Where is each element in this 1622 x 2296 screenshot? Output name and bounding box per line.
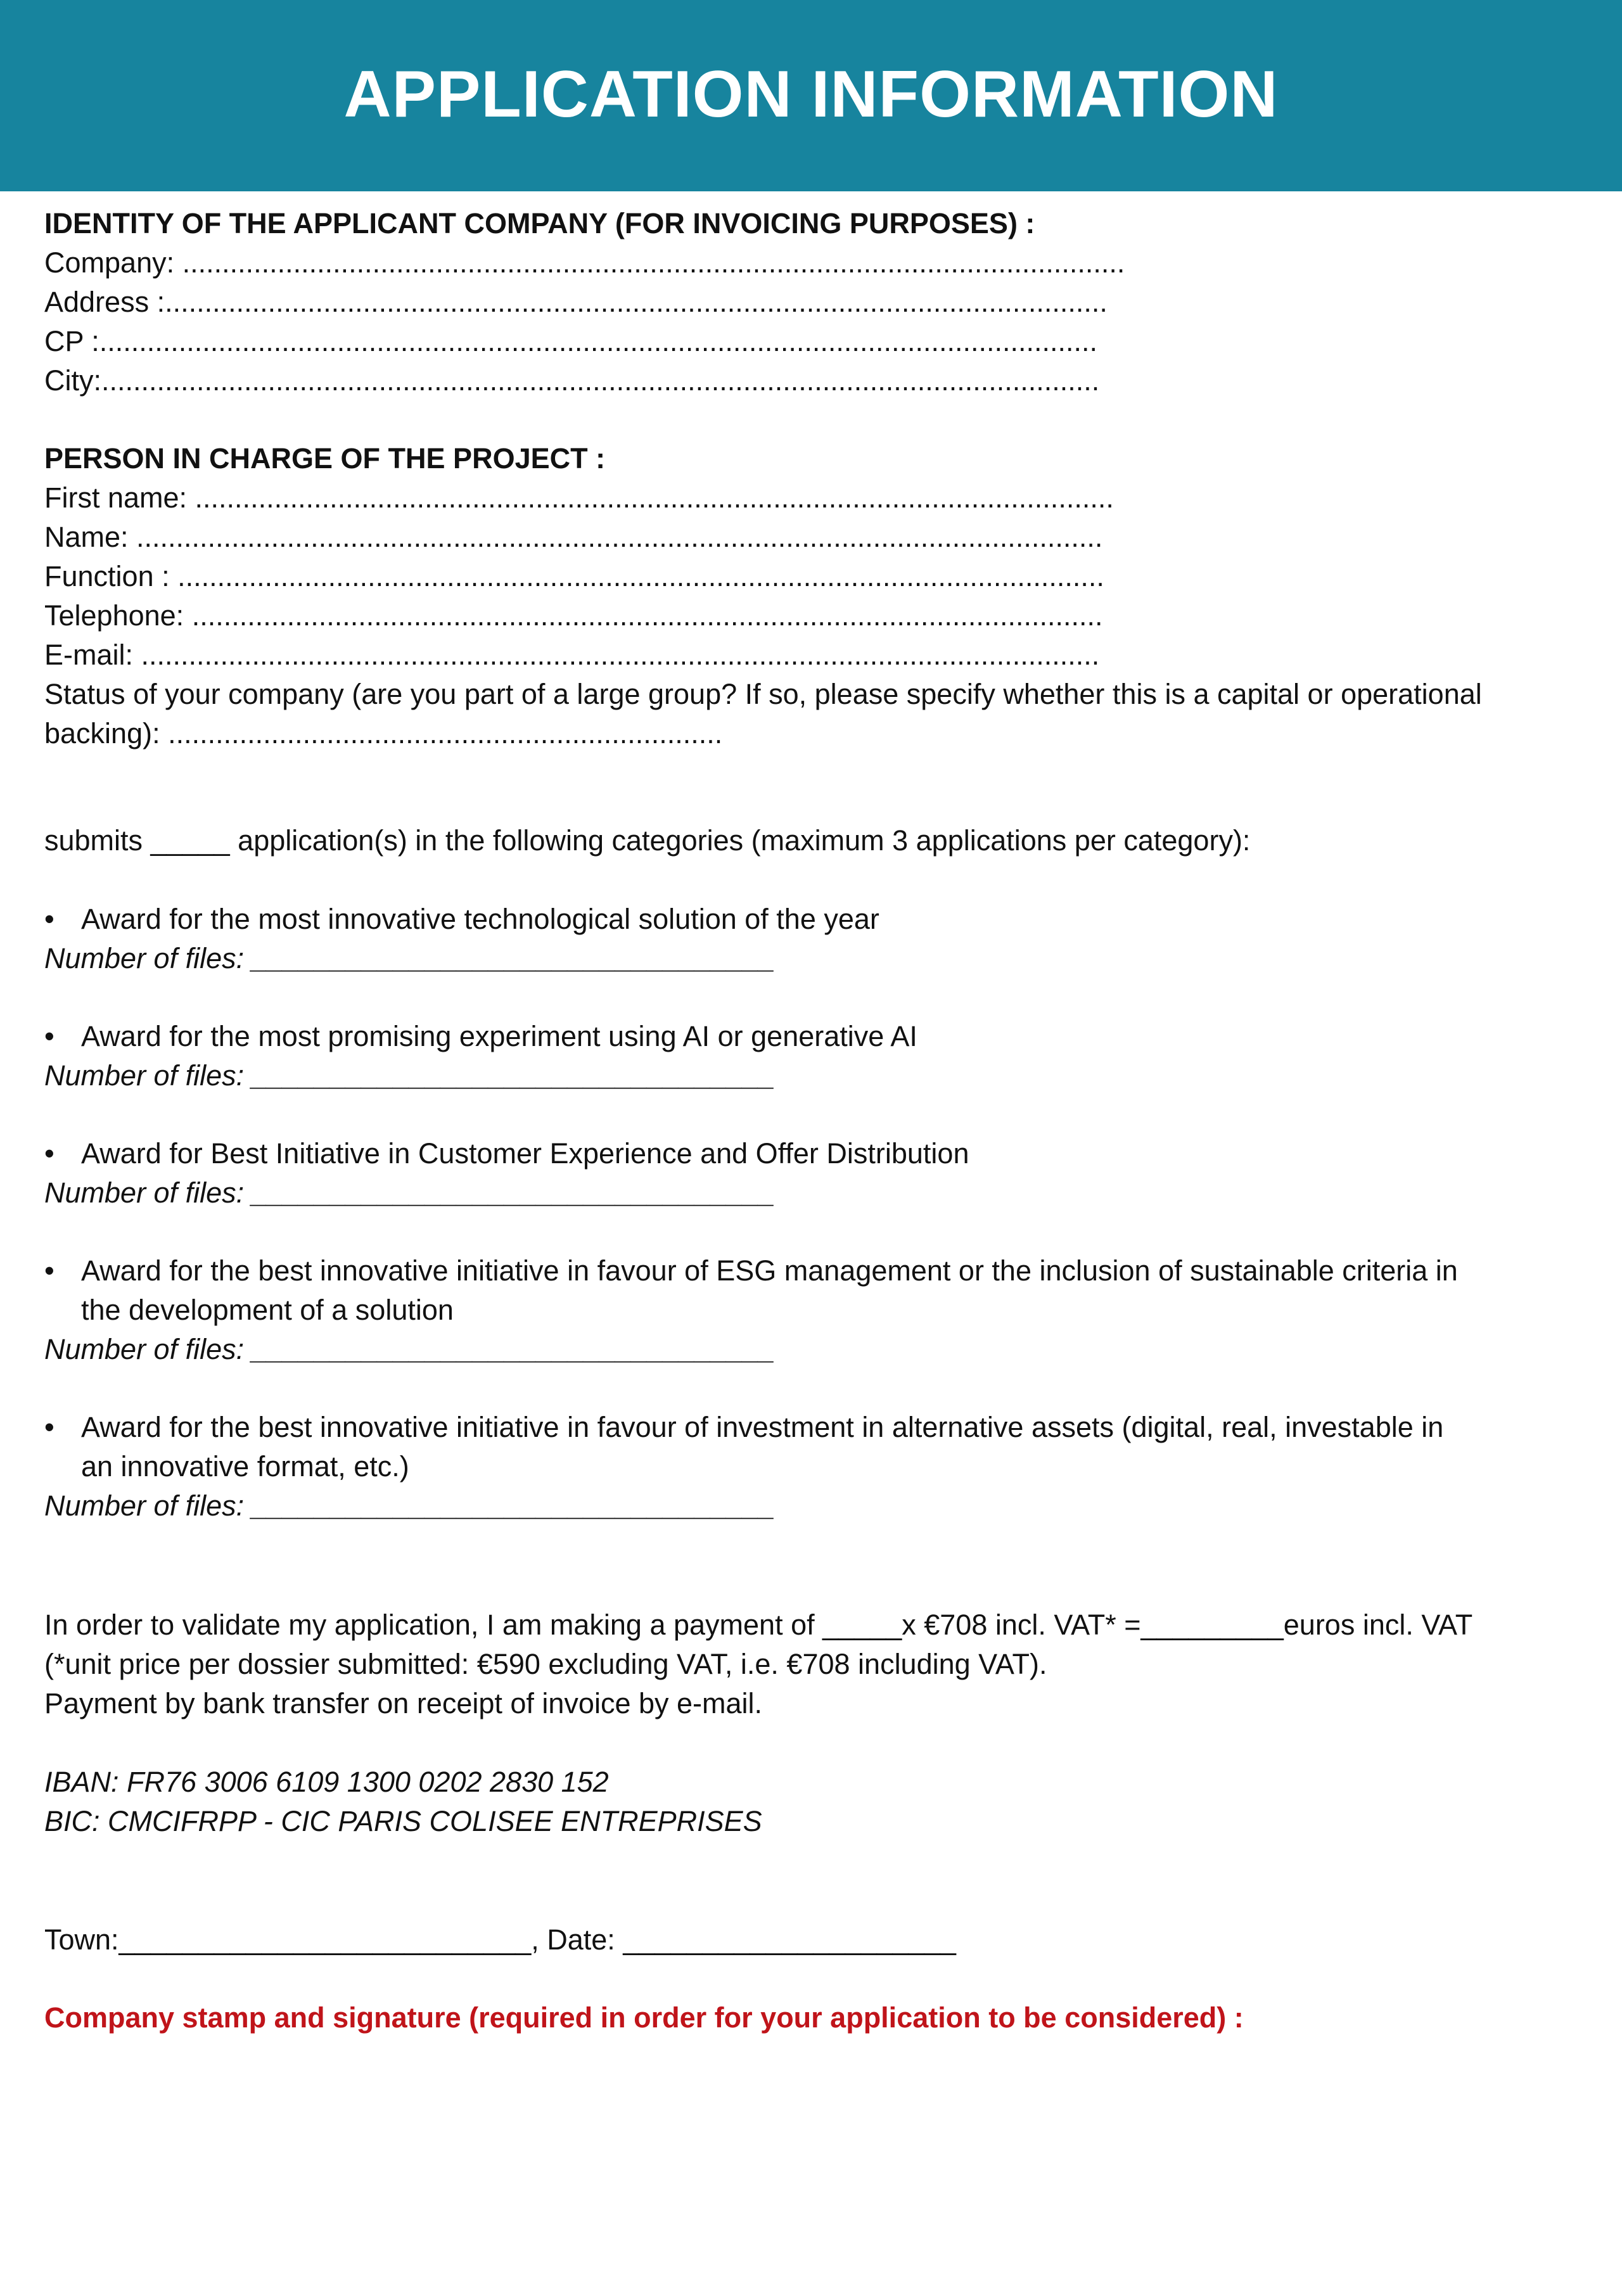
town-date-fields[interactable]: Town:__________________________, Date: _____________________ [44, 1923, 956, 1956]
category-tech-solution: Award for the most innovative technological solution of the year [81, 903, 879, 935]
files-field-esg[interactable]: Number of files: _________________________________ [44, 1333, 776, 1365]
payment-unit-price: (*unit price per dossier submitted: €590 excluding VAT, i.e. €708 including VAT). [44, 1648, 1047, 1680]
address-field[interactable]: Address :....................................................................................................................... [44, 286, 1108, 318]
payment-method: Payment by bank transfer on receipt of invoice by e-mail. [44, 1687, 763, 1719]
category-customer-experience: Award for Best Initiative in Customer Experience and Offer Distribution [81, 1137, 969, 1170]
files-field-customer-experience[interactable]: Number of files: _________________________________ [44, 1177, 776, 1209]
company-field[interactable]: Company: ....................................................................................................................... [44, 246, 1125, 279]
payment-line[interactable]: In order to validate my application, I am making a payment of _____x €708 incl. VAT* =_________euros incl. VAT [44, 1609, 1473, 1641]
category-esg: Award for the best innovative initiative in favour of ESG management or the inclusion of sustainable criteria in [81, 1254, 1458, 1287]
name-field[interactable]: Name: .......................................................................................................................... [44, 521, 1103, 553]
bic-text: BIC: CMCIFRPP - CIC PARIS COLISEE ENTREPRISES [44, 1805, 762, 1837]
page-title: APPLICATION INFORMATION [343, 57, 1279, 131]
bullet-icon: • [44, 1254, 54, 1287]
bullet-icon: • [44, 1411, 54, 1443]
city-field[interactable]: City:.............................................................................................................................. [44, 364, 1100, 397]
bullet-icon: • [44, 1020, 54, 1052]
telephone-field[interactable]: Telephone: ................................................................................................................... [44, 599, 1103, 632]
bullet-icon: • [44, 1137, 54, 1170]
category-alternative-assets: Award for the best innovative initiative in favour of investment in alternative assets (digital, real, investable in [81, 1411, 1444, 1443]
status-field[interactable]: backing): ...................................................................... [44, 717, 723, 749]
category-alternative-assets-continued: an innovative format, etc.) [81, 1450, 409, 1483]
files-field-tech-solution[interactable]: Number of files: _________________________________ [44, 942, 776, 974]
function-field[interactable]: Function : ..................................................................................................................... [44, 560, 1104, 592]
company-section-heading: IDENTITY OF THE APPLICANT COMPANY (FOR INVOICING PURPOSES) : [44, 207, 1035, 239]
submits-line[interactable]: submits _____ application(s) in the following categories (maximum 3 applications per category): [44, 824, 1251, 857]
email-field[interactable]: E-mail: ......................................................................................................................... [44, 639, 1100, 671]
bullet-icon: • [44, 903, 54, 935]
iban-text: IBAN: FR76 3006 6109 1300 0202 2830 152 [44, 1766, 609, 1798]
files-field-ai-experiment[interactable]: Number of files: _________________________________ [44, 1059, 776, 1092]
page-header [0, 0, 1622, 191]
person-section-heading: PERSON IN CHARGE OF THE PROJECT : [44, 442, 606, 475]
category-ai-experiment: Award for the most promising experiment using AI or generative AI [81, 1020, 917, 1052]
first-name-field[interactable]: First name: .................................................................................................................... [44, 482, 1114, 514]
category-esg-continued: the development of a solution [81, 1294, 454, 1326]
status-question: Status of your company (are you part of a large group? If so, please specify whether this is a capital or operational [44, 678, 1482, 710]
stamp-signature-notice: Company stamp and signature (required in order for your application to be considered) : [44, 2001, 1244, 2034]
files-field-alternative-assets[interactable]: Number of files: _________________________________ [44, 1489, 776, 1522]
cp-field[interactable]: CP :.............................................................................................................................. [44, 325, 1098, 357]
